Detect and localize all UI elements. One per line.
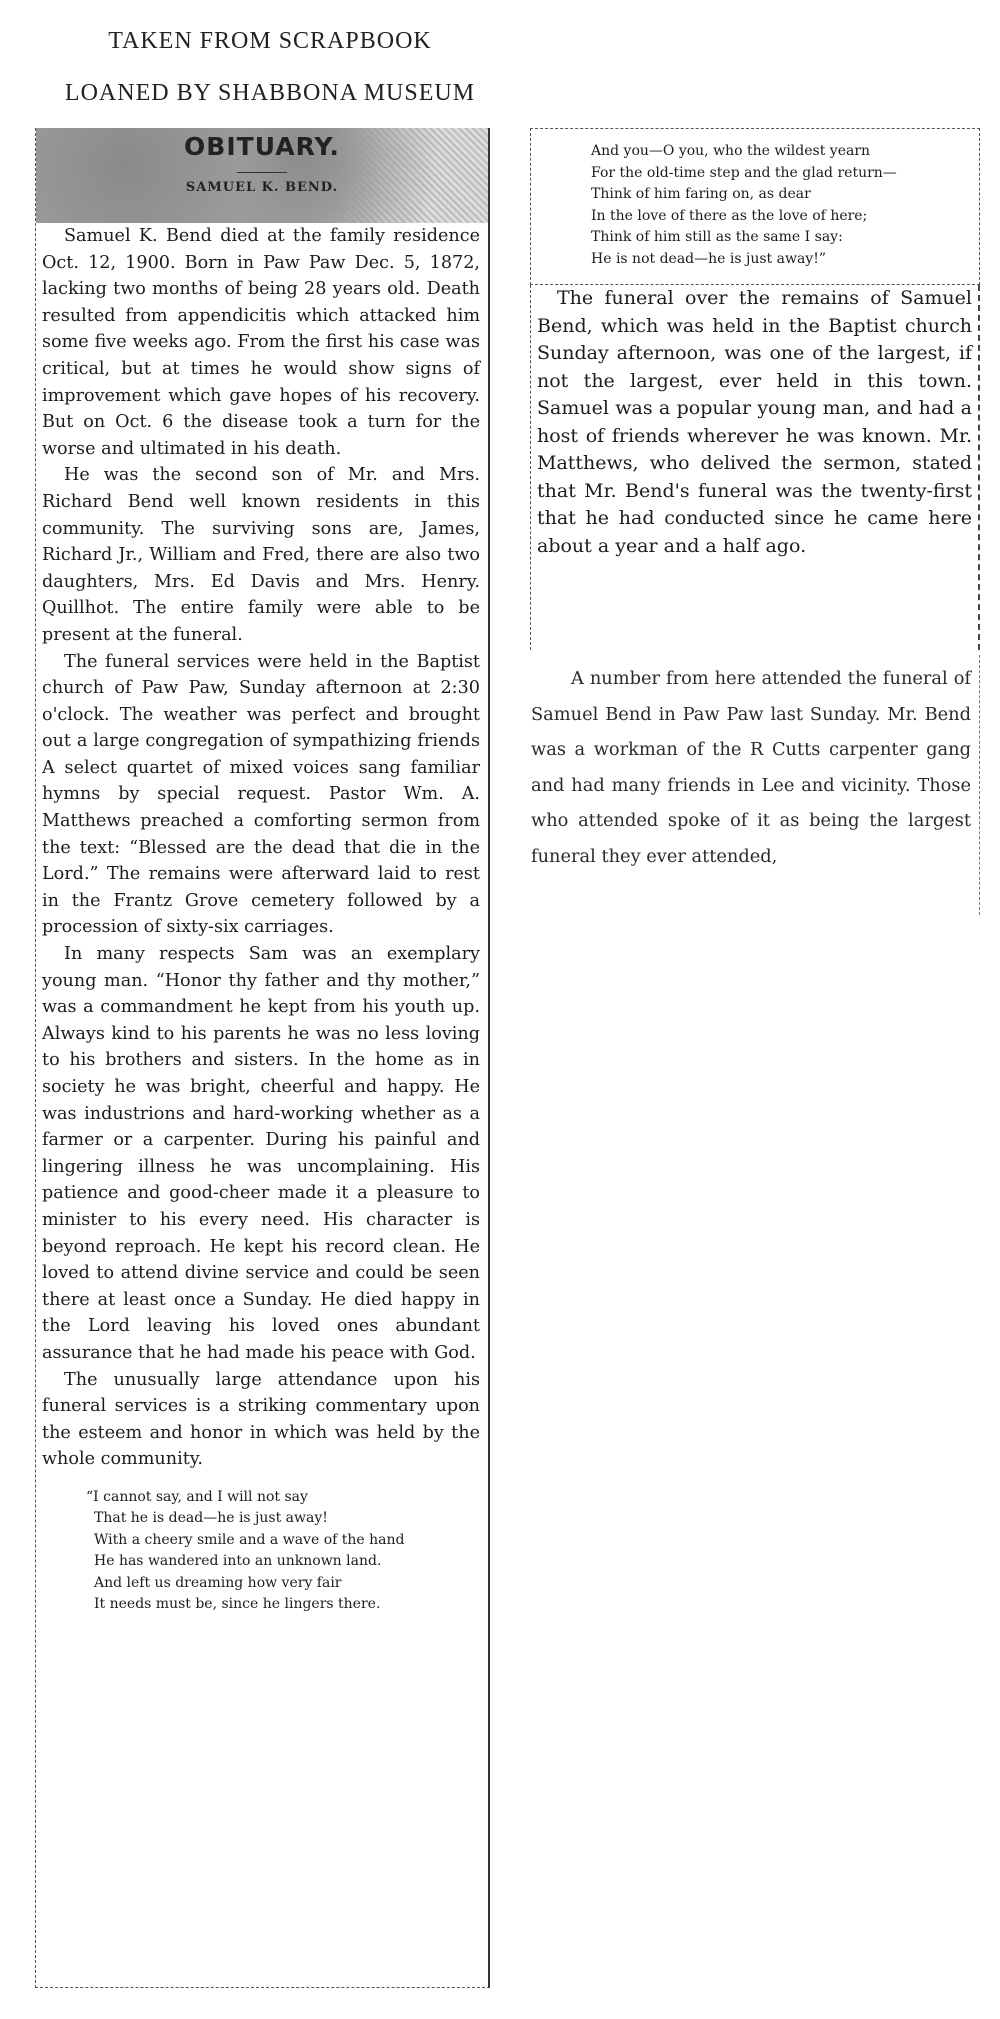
- paragraph: Samuel K. Bend died at the family residence Oct. 12, 1900. Born in Paw Paw Dec. 5, 1872, lacking two months of being 28 years old. Death resulted from appendicitis which attacked him some five weeks ago. From the first his case was critical, but at times he would show signs of improvement which gave hopes of his recovery. But on Oct. 6 the disease took a turn for the worse and ultimated in his death.: [42, 226, 480, 459]
- paragraph: The unusually large attendance upon his funeral services is a striking commentary upon the esteem and honor in which was held by the whole community.: [42, 1369, 480, 1470]
- poem-line: For the old-time step and the glad return—: [591, 164, 897, 181]
- poem-line: With a cheery smile and a wave of the hand: [94, 1531, 405, 1548]
- poem-part-2: [530, 128, 980, 285]
- poem-line: “I cannot say, and I will not say: [86, 1488, 308, 1505]
- poem-line: And left us dreaming how very fair: [94, 1574, 342, 1591]
- title-rule: [237, 172, 287, 173]
- obituary-clipping: [35, 128, 490, 1988]
- obituary-masthead: [36, 128, 488, 223]
- poem-line: Think of him faring on, as dear: [591, 186, 811, 202]
- paragraph: In many respects Sam was an exemplary young man. “Honor thy father and thy mother,” was a commandment he kept from his youth up. Always kind to his parents he was no less loving to his brothers and sisters. In the home as in society he was bright, cheerful and happy. He was industrions and hard-working whether as a farmer or a carpenter. During his painful and lingering illness he was uncomplaining. His patience and good-cheer made it a pleasure to minister to his every need. His character is beyond reproach. He kept his record clean. He loved to attend divine service and could be seen there at least once a Sunday. He died happy in the Lord leaving his loved ones abundant assurance that he had made his peace with God.: [42, 944, 480, 1363]
- poem-part-1: [36, 1487, 488, 1616]
- funeral-note: The funeral over the remains of Samuel Bend, which was held in the Baptist church Sunday afternoon, was one of the largest, if not the largest, ever held in this town. Samuel was a popular young man, and had a host of friends wherever he was known. Mr. Matthews, who delived the sermon, stated that Mr. Bend's funeral was the twenty-first that he had conducted since he came here about a year and a half ago.: [537, 287, 972, 557]
- poem-line: And you—O you, who the wildest yearn: [591, 143, 871, 159]
- second-clipping-text: A number from here attended the funeral of Samuel Bend in Paw Paw last Sunday. Mr. Bend was a workman of the R Cutts carpenter gang and had many friends in Lee and vicinity. Those who attended spoke of it as being the largest funeral they ever attended,: [531, 668, 971, 867]
- header-line-2: LOANED BY SHABBONA MUSEUM: [64, 80, 476, 106]
- poem-line: In the love of there as the love of here;: [591, 207, 868, 224]
- poem-line: Think of him still as the same I say:: [591, 229, 843, 245]
- poem-line: That he is dead—he is just away!: [94, 1510, 328, 1527]
- header-line-1: TAKEN FROM SCRAPBOOK: [108, 28, 432, 54]
- obituary-title: OBITUARY.: [184, 132, 340, 161]
- obituary-body: [36, 223, 488, 1473]
- deceased-name: SAMUEL K. BEND.: [185, 180, 339, 195]
- poem-line: It needs must be, since he lingers there.: [94, 1596, 381, 1613]
- paragraph: The funeral services were held in the Baptist church of Paw Paw, Sunday afternoon at 2:30 o'clock. The weather was perfect and brought out a large congregation of sympathizing friends A select quartet of mixed voices sang familiar hymns by special request. Pastor Wm. A. Matthews preached a comforting sermon from the text: “Blessed are the dead that die in the Lord.” The remains were afterward laid to rest in the Frantz Grove cemetery followed by a procession of sixty-six carriages.: [42, 651, 480, 938]
- paragraph: He was the second son of Mr. and Mrs. Richard Bend well known residents in this community. The surviving sons are, James, Richard Jr., William and Fred, there are also two daughters, Mrs. Ed Davis and Mrs. Henry. Quillhot. The entire family were able to be present at the funeral.: [42, 465, 480, 645]
- funeral-note-clipping: [530, 285, 980, 650]
- second-clipping: [525, 655, 980, 915]
- poem-line: He has wandered into an unknown land.: [94, 1553, 382, 1570]
- poem-line: He is not dead—he is just away!”: [591, 250, 826, 267]
